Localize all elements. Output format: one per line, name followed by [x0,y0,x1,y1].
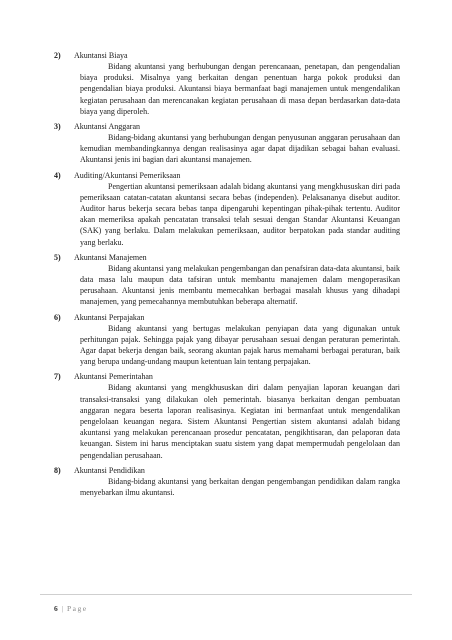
list-item [54,465,400,498]
item-heading [54,50,400,61]
page-number: 6 [54,604,58,613]
list-item [54,371,400,460]
list-item [54,252,400,308]
list-item [54,50,400,117]
item-title: Akuntansi Anggaran [74,122,140,132]
item-number: 7) [54,372,61,382]
list-item [54,121,400,166]
item-heading [54,121,400,132]
page-label: Page [67,604,88,613]
item-number: 4) [54,170,61,180]
footer-divider [40,594,412,595]
item-paragraph: Bidang akuntansi yang melakukan pengembangan dan penafsiran data-data akuntansi, baik data masa lalu maupun data tafsiran untuk membantu manajemen dalam mengoperasikan perusahaan. Akuntansi jenis membantu memecahkan berbagai masalah khusus yang dihadapi manajemen, yang pemecahannya membutuhkan beberapa alternatif. [80,263,400,307]
list-item [54,312,400,368]
item-number: 2) [54,51,61,60]
item-title: Akuntansi Perpajakan [74,312,145,322]
list-item [54,170,400,248]
item-title: Akuntansi Manajemen [74,252,147,262]
footer-separator: | [61,604,64,613]
item-title: Auditing/Akuntansi Pemeriksaan [74,170,181,180]
item-heading [54,465,400,476]
item-number: 5) [54,252,61,262]
item-paragraph: Bidang akuntansi yang bertugas melakukan penyiapan data yang digunakan untuk perhitungan pajak. Sehingga pajak yang dibayar perusahaan sesuai dengan peraturan pemerintah. Agar dapat bekerja dengan baik, seorang akuntan pajak harus memahami berbagai peraturan, baik yang berupa undang-undang maupun ketentuan lain tentang perpajakan. [80,323,400,367]
item-paragraph: Bidang-bidang akuntansi yang berkaitan dengan pengembangan pendidikan dalam rangka menyebarkan ilmu akuntansi. [80,476,400,498]
item-paragraph: Pengertian akuntansi pemeriksaan adalah bidang akuntansi yang mengkhususkan diri pada pemeriksaan catatan-catatan akuntansi secara bebas (independen). Pelaksananya disebut auditor. Auditor harus bekerja secara bebas tanpa dipengaruhi kepentingan pihak-pihak tertentu. Auditor akan memeriksa apakah pencatatan transaksi telah sesuai dengan Standar Akuntansi Keuangan (SAK) yang berlaku. Dalam melakukan pemeriksaan, auditor berpatokan pada standar auditing yang berlaku. [80,181,400,247]
item-paragraph: Bidang-bidang akuntansi yang berhubungan dengan penyusunan anggaran perusahaan dan kemudian membandingkannya dengan realisasinya agar dapat dijadikan sebagai bahan evaluasi. Akuntansi jenis ini bagian dari akuntansi manajemen. [80,133,400,165]
item-title: Akuntansi Biaya [74,51,128,60]
page-content [54,50,400,502]
item-paragraph: Bidang akuntansi yang mengkhususkan diri dalam penyajian laporan keuangan dari transaksi-transaksi yang dilakukan oleh pemerintah. biasanya berkaitan dengan pembuatan anggaran negara beserta laporan realisasinya. Kegiatan ini bermanfaat untuk mengendalikan pengelolaan keuangan negara. Sistem Akuntansi Pengertian sistem akuntansi adalah bidang akuntansi yang melakukan perencanaan prosedur pencatatan, pengikhtisaran, dan pelaporan data keuangan. Sistem ini harus menciptakan suatu sistem yang dapat mempermudah pengelolaan dan pengendalian perusahaan. [80,383,400,460]
item-title: Akuntansi Pemerintahan [74,372,153,382]
item-number: 6) [54,312,61,322]
page-footer [54,604,88,613]
item-heading [54,371,400,382]
item-heading [54,312,400,323]
item-heading [54,252,400,263]
item-paragraph: Bidang akuntansi yang berhubungan dengan perencanaan, penetapan, dan pengendalian biaya produksi. Misalnya yang berkaitan dengan penentuan harga pokok produksi dan pengendalian biaya produksi. Akuntansi biaya bermanfaat bagi manajemen untuk mengendalikan kegiatan perusahaan dan merencanakan kegiatan perusahaan di masa depan berdasarkan data-data biaya yang diperoleh. [80,62,400,116]
item-number: 8) [54,465,61,475]
item-number: 3) [54,122,61,132]
item-heading [54,170,400,181]
item-title: Akuntansi Pendidikan [74,465,145,475]
